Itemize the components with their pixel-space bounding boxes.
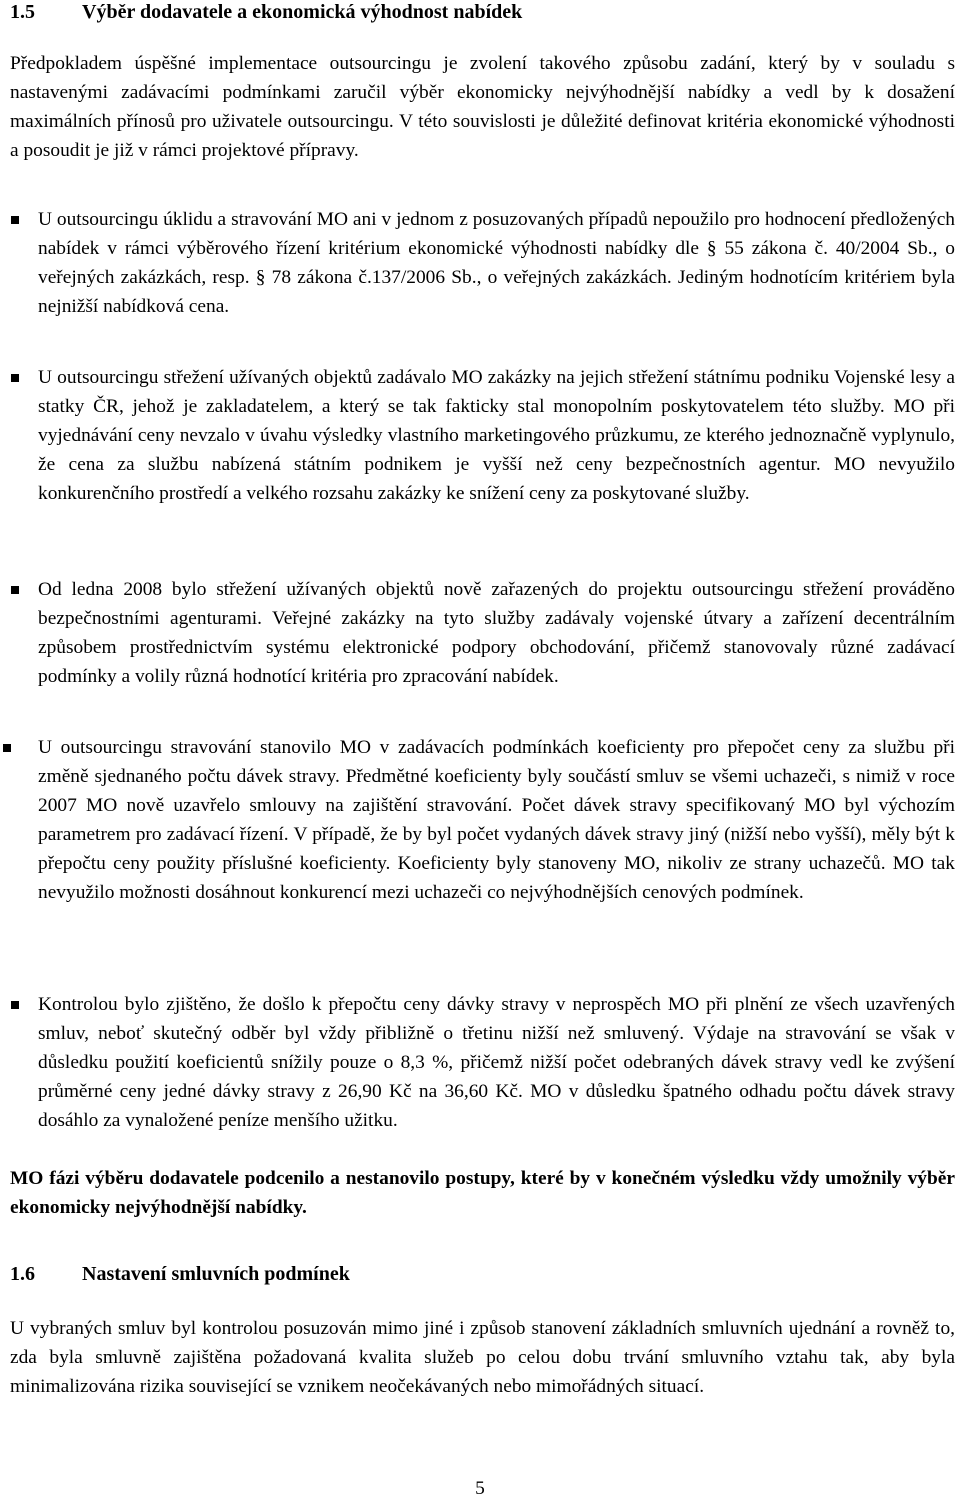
section-title: Výběr dodavatele a ekonomická výhodnost nabídek — [82, 1, 523, 23]
intro-paragraph: Předpokladem úspěšné implementace outsourcingu je zvolení takového způsobu zadání, který by v souladu s nastavenými zadávacími podmínkami zaručil výběr ekonomicky nejvýhodnější nabídky a vedl by k dosažení maximálních přínosů pro uživatele outsourcingu. V této souvislosti je důležité definovat kritéria ekonomické výhodnosti a posoudit je již v rámci projektové přípravy. — [10, 53, 955, 161]
square-bullet-icon — [11, 1001, 19, 1009]
bullet-item: Kontrolou bylo zjištěno, že došlo k přepočtu ceny dávky stravy v neprospěch MO při plnění ze všech uzavřených smluv, neboť skutečný odběr byl vždy přibližně o třetinu nižší než smluvený. Výdaje na stravování se však v důsledku použití koeficientů snížily pouze o 8,3 %, přičemž nižší počet odebraných dávek stravy vedl ke zvýšení průměrné ceny jedné dávky stravy z 26,90 Kč na 36,60 Kč. MO v důsledku špatného odhadu počtu dávek stravy dosáhlo za vynaložené peníze menšího užitku. — [38, 994, 955, 1131]
section-number: 1.6 — [10, 1263, 35, 1285]
section-title: Nastavení smluvních podmínek — [82, 1263, 350, 1285]
section-paragraph: U vybraných smluv byl kontrolou posuzován mimo jiné i způsob stanovení základních smluvních ujednání a rovněž to, zda byla smluvně zajištěna požadovaná kvalita služeb po celou dobu trvání smluvního vztahu tak, aby byla minimalizována rizika související se vznikem neočekávaných nebo mimořádných situací. — [10, 1318, 955, 1397]
square-bullet-icon — [11, 216, 19, 224]
section-heading-1-5 — [10, 0, 522, 27]
square-bullet-icon — [3, 744, 11, 752]
bullet-item: Od ledna 2008 bylo střežení užívaných objektů nově zařazených do projektu outsourcingu střežení prováděno bezpečnostními agenturami. Veřejné zakázky na tyto služby zadávaly vojenské útvary a zařízení decentrálním způsobem prostřednictvím systému elektronické podpory obchodování, přičemž stanovovaly různé zadávací podmínky a volily různá hodnotící kritéria pro zpracování nabídek. — [38, 579, 955, 687]
bullet-item: U outsourcingu střežení užívaných objektů zadávalo MO zakázky na jejich střežení státnímu podniku Vojenské lesy a statky ČR, jehož je zakladatelem, a který se tak fakticky stal monopolním poskytovatelem této služby. MO při vyjednávání ceny nevzalo v úvahu výsledky vlastního marketingového průzkumu, ze kterého jednoznačně vyplynulo, že cena za službu nabízená státním podnikem je vyšší než ceny bezpečnostních agentur. MO nevyužilo konkurenčního prostředí a velkého rozsahu zakázky ke snížení ceny za poskytované služby. — [38, 367, 955, 504]
bullet-item: U outsourcingu úklidu a stravování MO ani v jednom z posuzovaných případů nepoužilo pro hodnocení předložených nabídek v rámci výběrového řízení kritérium ekonomické výhodnosti nabídky dle § 55 zákona č. 40/2004 Sb., o veřejných zakázkách, resp. § 78 zákona č.137/2006 Sb., o veřejných zakázkách. Jediným hodnotícím kritériem byla nejnižší nabídková cena. — [38, 209, 955, 317]
page-number: 5 — [475, 1478, 485, 1499]
conclusion-paragraph: MO fázi výběru dodavatele podcenilo a nestanovilo postupy, které by v konečném výsledku vždy umožnily výběr ekonomicky nejvýhodnější nabídky. — [10, 1168, 955, 1218]
square-bullet-icon — [11, 586, 19, 594]
section-number: 1.5 — [10, 1, 35, 23]
bullet-item: U outsourcingu stravování stanovilo MO v zadávacích podmínkách koeficienty pro přepočet ceny za službu při změně sjednaného počtu dávek stravy. Předmětné koeficienty byly součástí smluv se všemi uchazeči, s nimiž v roce 2007 MO nově uzavřelo smlouvy na zajištění stravování. Počet dávek stravy specifikovaný MO byl výchozím parametrem pro zadávací řízení. V případě, že by byl počet vydaných dávek stravy jiný (nižší nebo vyšší), měly být k přepočtu ceny použity příslušné koeficienty. Koeficienty byly stanoveny MO, nikoliv ze strany uchazečů. MO tak nevyužilo možnosti dosáhnout konkurencí mezi uchazeči co nejvýhodnějších cenových podmínek. — [38, 737, 955, 903]
section-heading-1-6 — [10, 1260, 350, 1289]
square-bullet-icon — [11, 374, 19, 382]
